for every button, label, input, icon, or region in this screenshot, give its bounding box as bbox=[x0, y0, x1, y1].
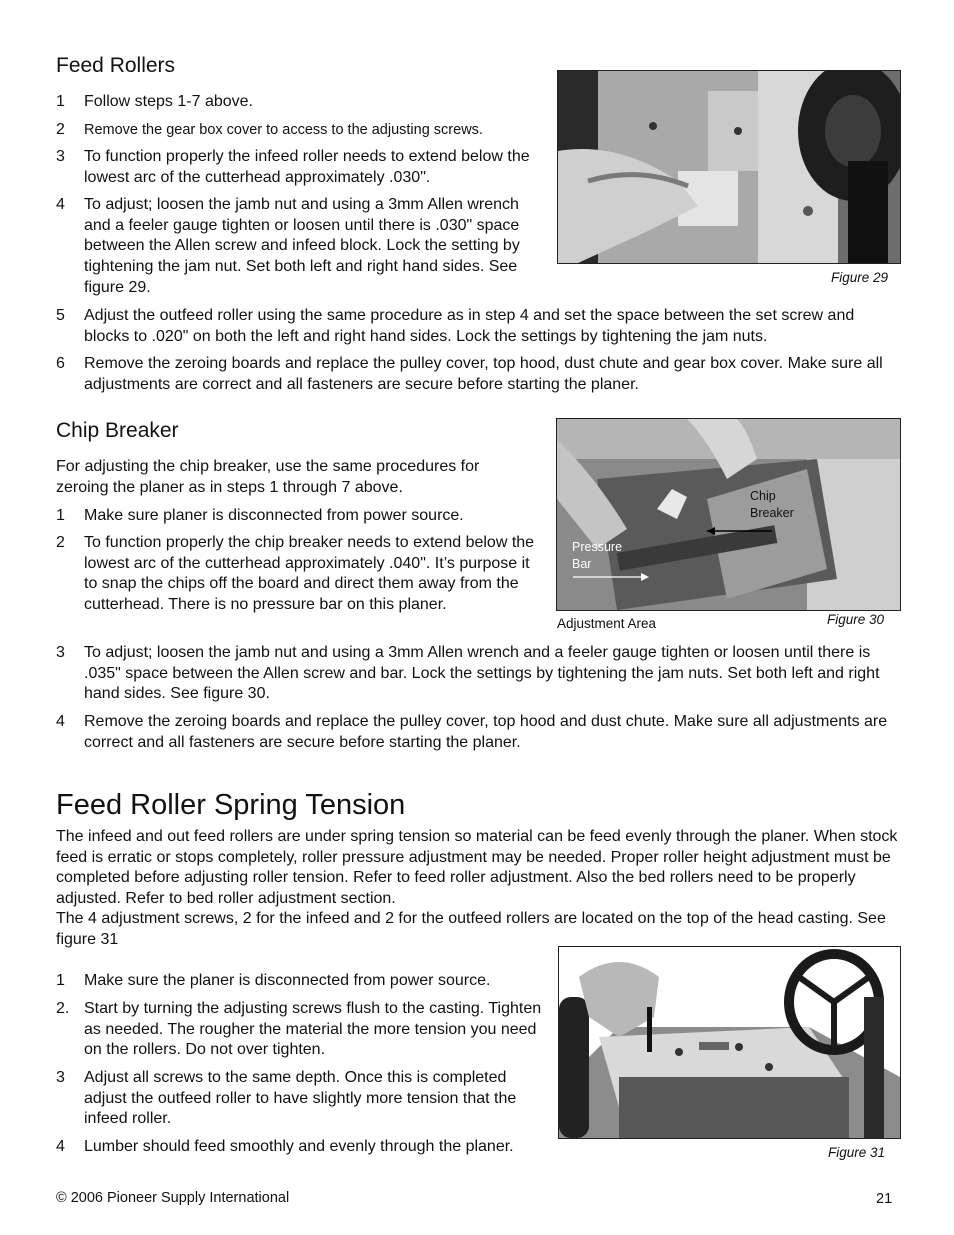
step-text: Follow steps 1-7 above. bbox=[84, 93, 253, 110]
list-item bbox=[56, 120, 546, 141]
step-text: Lumber should feed smoothly and evenly through the planer. bbox=[84, 1138, 514, 1155]
step-text: Make sure planer is disconnected from power source. bbox=[84, 507, 464, 524]
figure-31-caption: Figure 31 bbox=[828, 1145, 886, 1160]
step-number: 5 bbox=[56, 307, 65, 324]
list-item bbox=[56, 92, 546, 113]
step-number: 4 bbox=[56, 1138, 65, 1155]
step-text: Adjust all screws to the same depth. Once this is completed adjust the outfeed roller to have slightly more tension that the infeed roller. bbox=[84, 1069, 517, 1128]
chip-label-line1: Chip bbox=[750, 489, 776, 503]
list-item bbox=[56, 195, 546, 299]
step-text: Remove the zeroing boards and replace the pulley cover, top hood and dust chute. Make sure all adjustments are correct and all fasteners are secure before starting the planer. bbox=[84, 713, 888, 751]
figure-31-photo bbox=[559, 947, 900, 1138]
step-text: To function properly the infeed roller needs to extend below the lowest arc of the cutterhead approximately .030". bbox=[84, 148, 530, 186]
list-item bbox=[56, 533, 546, 616]
feed-rollers-heading: Feed Rollers bbox=[56, 54, 176, 77]
list-item bbox=[56, 999, 546, 1061]
step-number: 3 bbox=[56, 1069, 65, 1086]
step-number: 1 bbox=[56, 93, 65, 110]
figure-30-photo bbox=[557, 419, 900, 610]
list-item bbox=[56, 354, 904, 395]
list-item bbox=[56, 506, 546, 527]
step-number: 4 bbox=[56, 713, 65, 730]
figure-30-caption: Figure 30 bbox=[827, 612, 885, 627]
pressure-label-line1: Pressure bbox=[572, 540, 623, 554]
chip-breaker-heading: Chip Breaker bbox=[56, 419, 179, 442]
figure-31-image bbox=[558, 946, 901, 1139]
step-number: 2 bbox=[56, 534, 65, 551]
step-number: 3 bbox=[56, 148, 65, 165]
step-text: To adjust; loosen the jamb nut and using a 3mm Allen wrench and a feeler gauge tighten or loosen until there is .035" space between the Allen screw and bar. Lock the settings by tightening the jam nuts. Set both left and right hand sides. See figure 30. bbox=[84, 644, 880, 703]
list-item bbox=[56, 1068, 546, 1130]
figure-29-image bbox=[557, 70, 901, 264]
step-text: To adjust; loosen the jamb nut and using a 3mm Allen wrench and a feeler gauge tighten or loosen until there is .030" space between the Allen screw and infeed block. Lock the setting by tightening the jam nut. Set both left and right hand sides. See figure 29. bbox=[84, 196, 520, 296]
footer-page-number: 21 bbox=[876, 1191, 893, 1207]
footer-copyright: © 2006 Pioneer Supply International bbox=[56, 1190, 290, 1206]
list-item bbox=[56, 147, 546, 188]
pressure-bar-label bbox=[572, 539, 622, 573]
step-text: To function properly the chip breaker needs to extend below the lowest arc of the cutterhead approximately .040". It’s purpose it to snap the chips off the board and direct them away from the cutterhead. There is no pressure bar on this planer. bbox=[84, 534, 535, 614]
figure-29-photo bbox=[558, 71, 900, 263]
step-text: Remove the zeroing boards and replace the pulley cover, top hood, dust chute and gear box cover. Make sure all adjustments are correct and all fasteners are secure before starting the planer. bbox=[84, 355, 883, 393]
step-text: Start by turning the adjusting screws flush to the casting. Tighten as needed. The rougher the material the more tension you need on the rollers. Do not over tighten. bbox=[84, 1000, 542, 1059]
spring-tension-heading: Feed Roller Spring Tension bbox=[56, 789, 406, 821]
step-text: Adjust the outfeed roller using the same procedure as in step 4 and set the space between the set screw and blocks to .020" on both the left and right hand sides. Lock the settings by tightening the jam nuts. bbox=[84, 307, 855, 345]
chip-breaker-intro: For adjusting the chip breaker, use the same procedures for zeroing the planer as in steps 1 through 7 above. bbox=[56, 458, 480, 496]
step-number: 6 bbox=[56, 355, 65, 372]
chip-label-line2: Breaker bbox=[750, 506, 794, 520]
step-number: 2 bbox=[56, 121, 65, 138]
spring-tension-paragraph-2: The 4 adjustment screws, 2 for the infeed and 2 for the outfeed rollers are located on the top of the head casting. See figure 31 bbox=[56, 910, 886, 948]
figure-30-note: Adjustment Area bbox=[557, 616, 657, 631]
list-item bbox=[56, 1137, 556, 1158]
figure-30-image bbox=[556, 418, 901, 611]
step-number: 1 bbox=[56, 972, 65, 989]
step-number: 4 bbox=[56, 196, 65, 213]
step-number: 1 bbox=[56, 507, 65, 524]
step-text: Make sure the planer is disconnected from power source. bbox=[84, 972, 491, 989]
spring-tension-paragraph-1: The infeed and out feed rollers are under spring tension so material can be feed evenly through the planer. When stock feed is erratic or stops completely, roller pressure adjustment may be needed. Proper roller height adjustment must be completed before adjusting roller tension. Refer to feed roller adjustment. Also the bed rollers need to be properly adjusted. Refer to bed roller adjustment section. bbox=[56, 828, 898, 908]
step-text: Remove the gear box cover to access to the adjusting screws. bbox=[84, 122, 483, 138]
list-item bbox=[56, 306, 904, 347]
list-item bbox=[56, 643, 896, 705]
step-number: 2. bbox=[56, 1000, 70, 1017]
figure-29-caption: Figure 29 bbox=[831, 270, 889, 285]
list-item bbox=[56, 971, 546, 992]
step-number: 3 bbox=[56, 644, 65, 661]
list-item bbox=[56, 712, 896, 753]
chip-breaker-label bbox=[750, 488, 794, 522]
pressure-label-line2: Bar bbox=[572, 557, 592, 571]
